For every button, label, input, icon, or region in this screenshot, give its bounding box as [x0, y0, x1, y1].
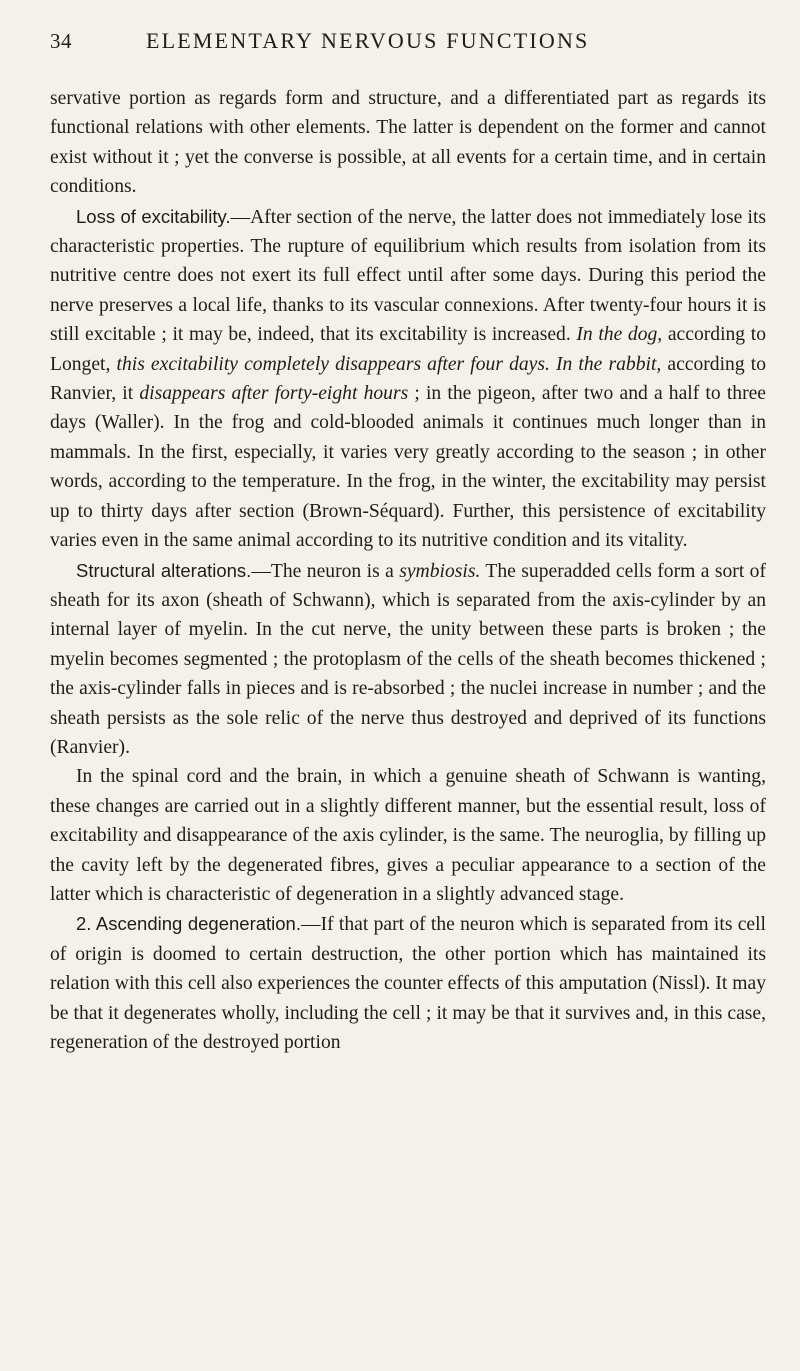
paragraph-text: In the spinal cord and the brain, in which a genuine sheath of Schwann is wanting, these changes are carried out in a slightly different manner, but the essential result, loss of excitability and disappearance of the axis cylinder, is the same. The neuroglia, by filling up the cavity left by the degenerated fibres, gives a peculiar appearance to a section of the latter which is characteristic of degeneration in a slightly advanced stage.	[50, 766, 766, 905]
page-number: 34	[50, 29, 72, 53]
paragraph-loss-of-excitability	[50, 202, 766, 556]
italic-text: symbiosis.	[399, 560, 481, 582]
paragraph-text: The superadded cells form a sort of sheath for its axon (sheath of Schwann), which is separated from the axis-cylinder by an internal layer of myelin. In the cut nerve, the unity between these parts is broken ; the myelin becomes segmented ; the protoplasm of the cells of the sheath becomes thickened ; the axis-cylinder falls in pieces and is re-absorbed ; the nuclei increase in number ; and the sheath persists as the sole relic of the nerve thus destroyed and deprived of its functions (Ranvier).	[50, 560, 766, 758]
paragraph-text: according to Longet,	[50, 324, 766, 375]
paragraph-text: servative portion as regards form and structure, and a differentiated part as regards its functional relations with other elements. The latter is dependent on the former and cannot exist without it ; yet the converse is possible, at all events for a certain time, and in certain conditions.	[50, 88, 766, 198]
section-heading: Loss of excitability.	[76, 205, 231, 227]
section-heading: Structural alterations.	[76, 559, 252, 581]
paragraph-text: —If that part of the neuron which is separated from its cell of origin is doomed to certain destruction, the other portion which has maintained its relation with this cell also experiences the counter effects of this amputation (Nissl). It may be that it degenerates wholly, including the cell ; it may be that it survives and, in this case, regeneration of the destroyed portion	[50, 914, 766, 1053]
paragraph-structural-alterations	[50, 556, 766, 763]
italic-text: disappears after forty-eight hours	[139, 383, 409, 405]
paragraph-continuation	[50, 84, 766, 202]
paragraph-text: —The neuron is a	[251, 560, 400, 582]
paragraph-text: —After section of the nerve, the latter does not immediately lose its characteristic properties. The rupture of equilibrium which results from isolation from its nutritive centre does not exert its full effect until after some days. During this period the nerve preserves a local life, thanks to its vascular connexions. After twenty-four hours it is still excitable ; it may be, indeed, that its excitability is increased.	[50, 206, 767, 346]
paragraph-text: according to Ranvier, it	[50, 353, 766, 405]
paragraph-ascending-degeneration	[50, 909, 766, 1057]
page-body	[50, 84, 766, 1057]
paragraph-spinal-cord	[50, 762, 766, 909]
italic-text: this excitability completely disappears after four days. In the rabbit,	[116, 353, 662, 375]
running-head	[50, 28, 766, 64]
italic-text: In the dog,	[576, 324, 663, 346]
paragraph-text: ; in the pigeon, after two and a half to three days (Waller). In the frog and cold-blooded animals it continues much longer than in mammals. In the first, especially, it varies very greatly according to the season ; in other words, according to the temperature. In the frog, in the winter, the excitability may persist up to thirty days after section (Brown-Séquard). Further, this persistence of excitability varies even in the same animal according to its nutritive condition and its vitality.	[50, 383, 766, 552]
section-heading: 2. Ascending degeneration.	[76, 913, 301, 935]
running-title: ELEMENTARY NERVOUS FUNCTIONS	[146, 28, 590, 53]
